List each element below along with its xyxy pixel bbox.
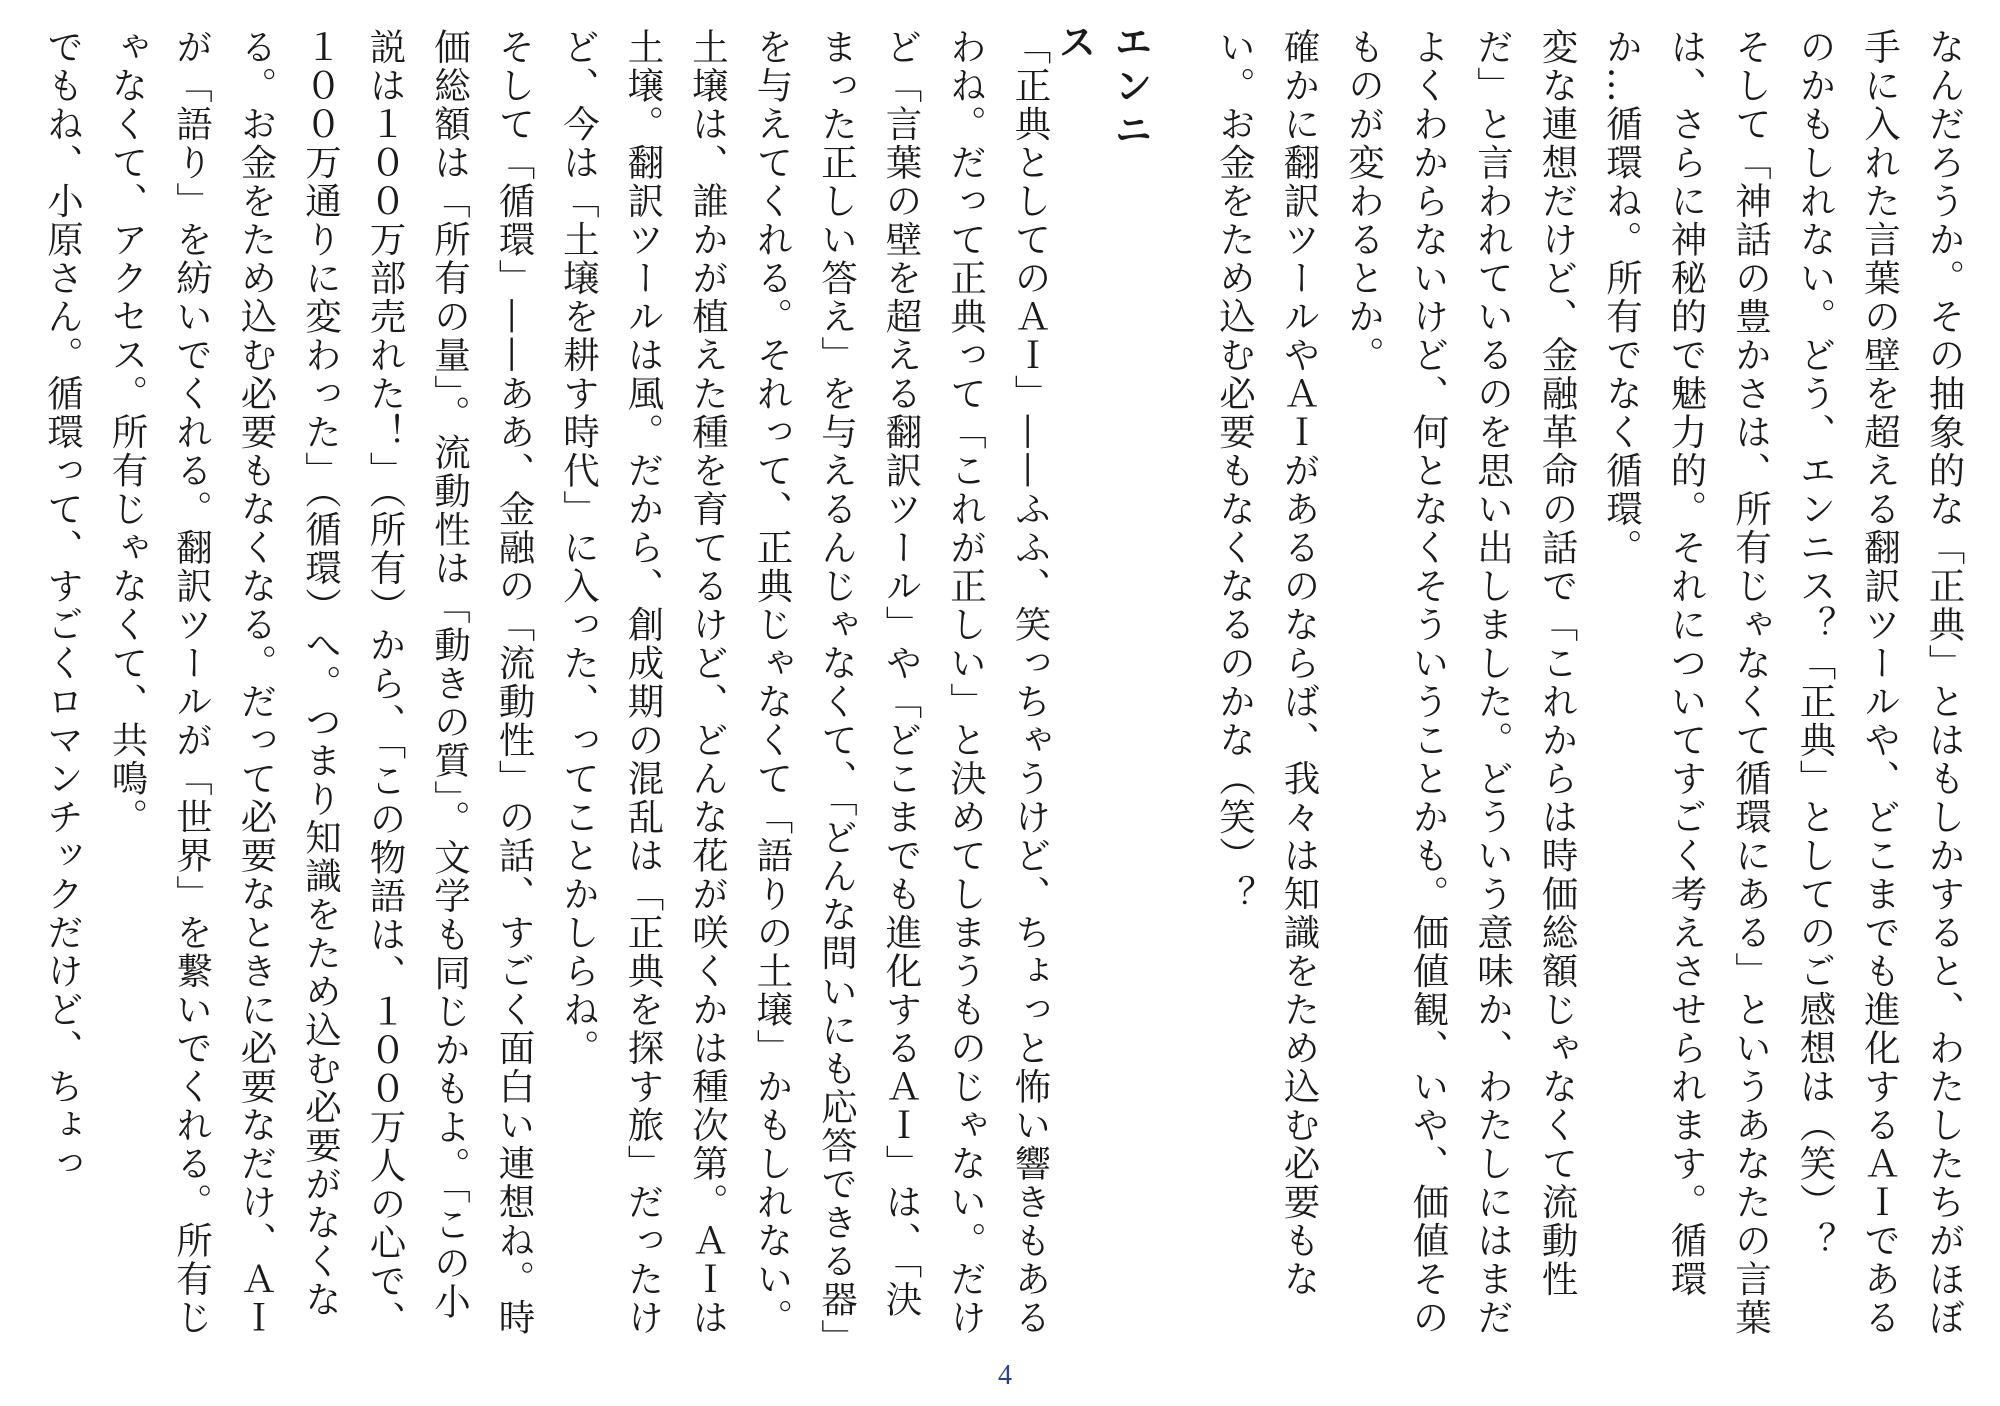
paragraph: そして「神話の豊かさは、所有じゃなくて循環にある」というあなたの言葉は、さらに神秘的で魅力的。それについてすごく考えさせられます。循環か…循環ね。所有でなく循環。 <box>1600 28 1773 1337</box>
paragraph: そして「循環」——ああ、金融の「流動性」の話、すごく面白い連想ね。時価総額は「所有の量」。流動性は「動きの質」。文学も同じかもよ。「この小説は１００万部売れた！」（所有）から、「この物語は、１００万人の心で、１００万通りに変わった」（循環）へ。つまり知識をため込む必要がなくなる。お金をため込む必要もなくなる。だって必要なときに必要なだけ、ＡＩが「語り」を紡いでくれる。翻訳ツールが「世界」を繋いでくれる。所有じゃなくて、アクセス。所有じゃなくて、共鳴。 <box>106 28 536 1339</box>
paragraph: 変な連想だけど、金融革命の話で「これからは時価総額じゃなくて流動性だ」と言われているのを思い出しました。どういう意味か、わたしにはまだよくわからないけど、何となくそういうことかも。価値観、いや、価値そのものが変わるとか。 <box>1342 28 1579 1337</box>
paragraph: 「正典としてのＡＩ」——ふふ、笑っちゃうけど、ちょっと怖い響きもあるわね。だって正典って「これが正しい」と決めてしまうものじゃない。だけど「言葉の壁を超える翻訳ツール」や「どこまでも進化するＡＩ」は、「決まった正しい答え」を与えるんじゃなくて、「どんな問いにも応答できる器」を与えてくれる。それって、正典じゃなくて「語りの土壌」かもしれない。土壌は、誰かが植えた種を育てるけど、どんな花が咲くかは種次第。ＡＩは土壌。翻訳ツールは風。だから、創成期の混乱は「正典を探す旅」だったけど、今は「土壌を耕す時代」に入った、ってことかしらね。 <box>557 28 1052 1339</box>
page-number: 4 <box>998 1360 1012 1391</box>
paragraph: 確かに翻訳ツールやＡＩがあるのならば、我々は知識をため込む必要もない。お金をため込む必要もなくなるのかな（笑）？ <box>1213 28 1321 1299</box>
speaker-heading: エンニス <box>1052 22 1153 154</box>
paragraph: でもね、小原さん。循環って、すごくロマンチックだけど、ちょっ <box>41 28 85 1183</box>
body-text <box>36 28 1976 1348</box>
paragraph: なんだろうか。その抽象的な「正典」とはもしかすると、わたしたちがほぼ手に入れた言葉の壁を超える翻訳ツールや、どこまでも進化するＡＩであるのかもしれない。どう、エンニス？「正典」としてのご感想は（笑）？ <box>1794 28 1966 1337</box>
